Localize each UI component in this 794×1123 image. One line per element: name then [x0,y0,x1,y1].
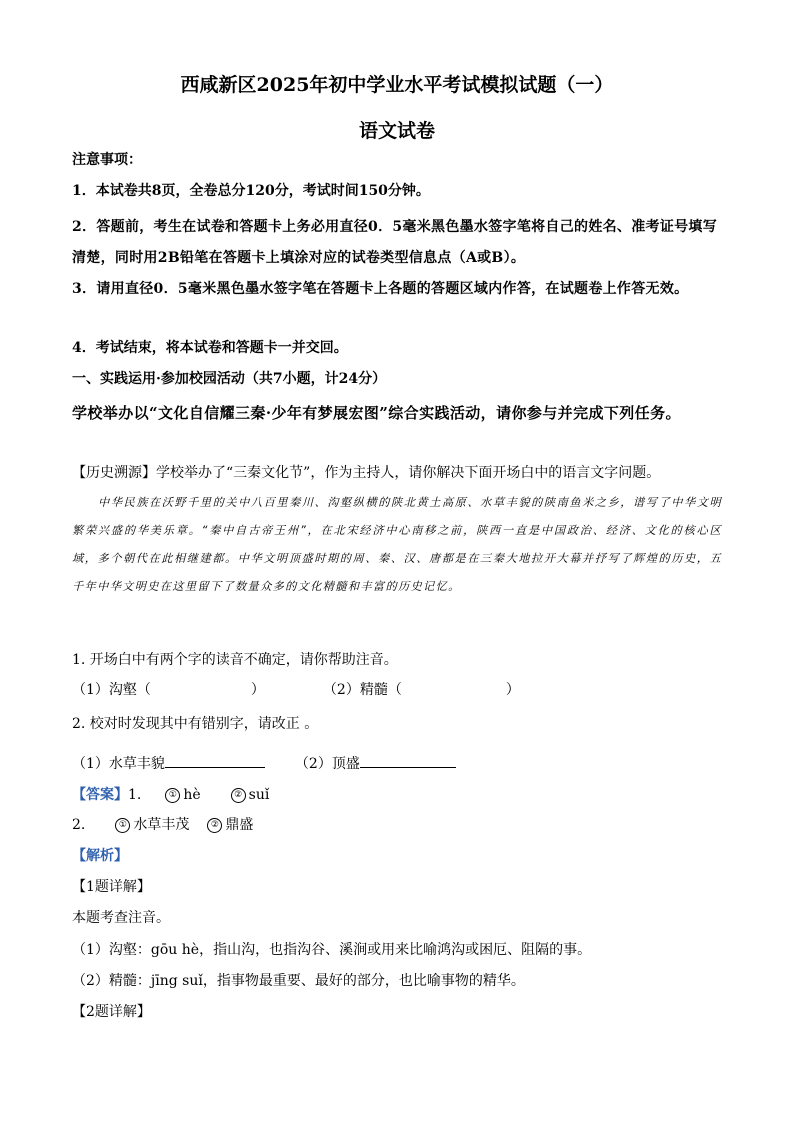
answer-row-1 [72,785,269,805]
answer-q1-num: 1. [128,787,142,803]
section-intro: 学校举办以“文化自信耀三秦·少年有梦展宏图”综合实践活动，请你参与并完成下列任务。 [72,404,681,422]
notes-heading: 注意事项： [72,152,142,168]
section-heading: 一、实践运用·参加校园活动（共7小题，计24分） [72,371,387,387]
answer-q1-b: suǐ [248,787,270,803]
q1-b-close: ） [505,682,520,698]
answer-q2-num: 2. [72,817,86,833]
detail-heading-1: 【1题详解】 [72,879,151,895]
question-1-blanks [72,680,520,700]
q2-a-label: （1）水草丰貌 [72,756,165,772]
analysis-summary: 本题考查注音。 [72,910,170,926]
circled-1-icon: ① [165,788,180,803]
note-item-4: 4．考试结束，将本试卷和答题卡一并交回。 [72,340,348,356]
answer-q2-a: 水草丰茂 [133,817,190,833]
circled-1-icon: ① [115,818,130,833]
q1-b-label: （2）精髓（ [322,682,402,698]
opening-passage: 中华民族在沃野千里的关中八百里秦川、沟壑纵横的陕北黄土高原、水草丰貌的陕南鱼米之乡，谱写了中华文明繁荣兴盛的华美乐章。“秦中自古帝王州”，在北宋经济中心南移之前，陕西一直是中国政治、经济、文化的核心区域，多个朝代在此相继建都。中华文明顶盛时期的周、秦、汉、唐都是在三秦大地拉开大幕并抒写了辉煌的历史，五千年中华文明史在这里留下了数量众多的文化精髓和丰富的历史记忆。 [72,496,722,593]
note-item-2: 2．答题前，考生在试卷和答题卡上务必用直径0．5毫米黑色墨水签字笔将自己的姓名、准考证号填写清楚，同时用2B铅笔在答题卡上填涂对应的试卷类型信息点（A或B）。 [72,219,718,266]
analysis-line-1: （1）沟壑：gōu hè，指山沟，也指沟谷、溪涧或用来比喻鸿沟或困厄、阻隔的事。 [72,942,592,958]
task-history: 【历史溯源】学校举办了“三秦文化节”，作为主持人，请你解决下面开场白中的语言文字问题。 [72,465,661,481]
q1-a-close: ） [250,682,265,698]
note-item-1: 1．本试卷共8页，全卷总分120分，考试时间150分钟。 [72,183,430,199]
q2-b-label: （2）顶盛 [294,756,360,772]
q2-b-blank[interactable] [360,753,456,768]
circled-2-icon: ② [207,818,222,833]
q2-a-blank[interactable] [165,753,265,768]
question-1-prompt: 1. 开场白中有两个字的读音不确定，请你帮助注音。 [72,652,398,668]
answer-q2-b: 鼎盛 [225,817,254,833]
detail-heading-2: 【2题详解】 [72,1004,151,1020]
exam-subtitle: 语文试卷 [358,120,435,142]
question-2-prompt: 2. 校对时发现其中有错别字，请改正 。 [72,716,319,732]
answer-row-2 [72,815,253,835]
answer-q1-a: hè [183,787,201,803]
q1-a-label: （1）沟壑（ [72,682,151,698]
answer-tag: 【答案】 [72,787,128,803]
note-item-3: 3．请用直径0．5毫米黑色墨水签字笔在答题卡上各题的答题区域内作答，在试题卷上作答无效。 [72,281,689,297]
circled-2-icon: ② [231,788,246,803]
analysis-tag: 【解析】 [72,848,128,864]
exam-title: 西咸新区2025年初中学业水平考试模拟试题（一） [180,74,614,96]
question-2-blanks [72,753,456,774]
analysis-line-2: （2）精髓：jīng suǐ，指事物最重要、最好的部分，也比喻事物的精华。 [72,973,525,989]
